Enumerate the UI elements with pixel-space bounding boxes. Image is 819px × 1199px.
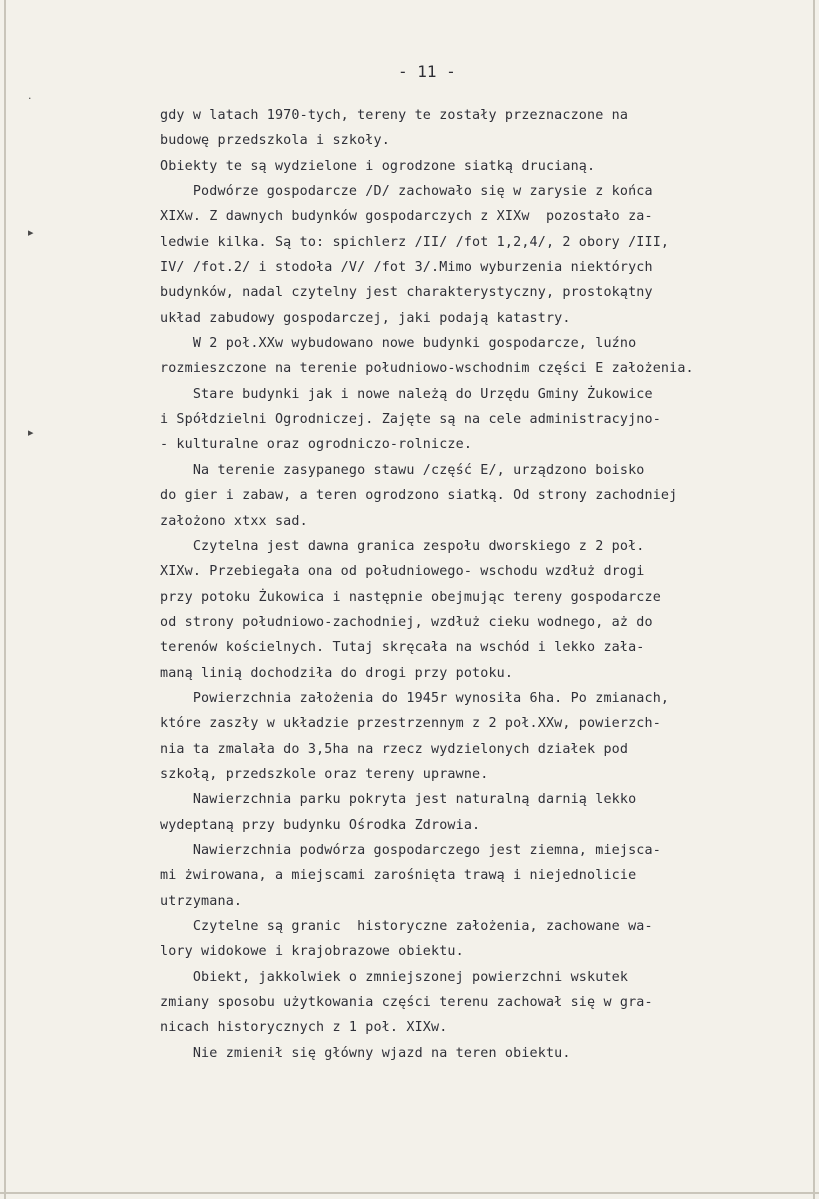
text-line: przy potoku Żukowica i następnie obejmując tereny gospodarcze: [160, 589, 661, 605]
text-line: wydeptaną przy budynku Ośrodka Zdrowia.: [160, 817, 481, 833]
text-line: Stare budynki jak i nowe należą do Urzędu Gminy Żukowice: [160, 386, 653, 402]
text-line: Czytelne są granic historyczne założenia, zachowane wa-: [160, 919, 653, 934]
page-left-edge: [4, 0, 6, 1199]
text-line: nicach historycznych z 1 poł. XIXw.: [160, 1020, 448, 1036]
page-right-edge: [813, 0, 815, 1199]
text-line: i Spółdzielni Ogrodniczej. Zajęte są na cele administracyjno-: [160, 412, 661, 428]
text-line: maną linią dochodziła do drogi przy potoku.: [160, 665, 514, 681]
text-line: szkołą, przedszkole oraz tereny uprawne.: [160, 766, 489, 782]
page-number: - 11 -: [398, 62, 456, 81]
text-line: Nawierzchnia podwórza gospodarczego jest ziemna, miejsca-: [160, 842, 661, 858]
text-line: - kulturalne oraz ogrodniczo-rolnicze.: [160, 437, 473, 453]
text-line: IV/ /fot.2/ i stodoła /V/ /fot 3/.Mimo wyburzenia niektórych: [160, 260, 653, 276]
text-line: Na terenie zasypanego stawu /część E/, urządzono boisko: [160, 462, 645, 478]
text-line: do gier i zabaw, a teren ogrodzono siatką. Od strony zachodniej: [160, 488, 678, 504]
text-line: które zaszły w układzie przestrzennym z 2 poł.XXw, powierzch-: [160, 716, 661, 732]
text-line: lory widokowe i krajobrazowe obiektu.: [160, 944, 464, 960]
text-line: XIXw. Przebiegała ona od południowego- wschodu wzdłuż drogi: [160, 564, 645, 580]
punch-mark: ·: [28, 92, 32, 105]
text-line: Obiekty te są wydzielone i ogrodzone siatką drucianą.: [160, 158, 596, 174]
text-line: ledwie kilka. Są to: spichlerz /II/ /fot 1,2,4/, 2 obory /III,: [160, 234, 670, 250]
text-line: zmiany sposobu użytkowania części terenu zachował się w gra-: [160, 995, 653, 1011]
typed-text-body: [160, 103, 810, 1066]
text-line: od strony południowo-zachodniej, wzdłuż cieku wodnego, aż do: [160, 614, 653, 630]
text-line: rozmieszczone na terenie południowo-wschodnim części E założenia.: [160, 361, 694, 377]
text-line: mi żwirowana, a miejscami zarośnięta trawą i niejednolicie: [160, 868, 637, 884]
punch-mark: ▸: [28, 426, 34, 439]
text-line: budynków, nadal czytelny jest charakterystyczny, prostokątny: [160, 285, 653, 301]
text-line: Nawierzchnia parku pokryta jest naturalną darnią lekko: [160, 792, 637, 808]
text-line: Podwórze gospodarcze /D/ zachowało się w zarysie z końca: [160, 184, 653, 200]
text-line: założono xtxx sad.: [160, 513, 308, 529]
text-line: Powierzchnia założenia do 1945r wynosiła 6ha. Po zmianach,: [160, 690, 670, 706]
text-line: nia ta zmalała do 3,5ha na rzecz wydzielonych działek pod: [160, 741, 629, 757]
text-line: terenów kościelnych. Tutaj skręcała na wschód i lekko zała-: [160, 640, 645, 656]
text-line: Obiekt, jakkolwiek o zmniejszonej powierzchni wskutek: [160, 969, 629, 985]
text-line: układ zabudowy gospodarczej, jaki podają katastry.: [160, 310, 571, 326]
text-line: Czytelna jest dawna granica zespołu dworskiego z 2 poł.: [160, 538, 645, 554]
punch-mark: ▸: [28, 226, 34, 239]
text-line: Nie zmienił się główny wjazd na teren obiektu.: [160, 1045, 571, 1061]
text-line: budowę przedszkola i szkoły.: [160, 133, 390, 149]
page-bottom-edge: [0, 1192, 819, 1194]
text-line: W 2 poł.XXw wybudowano nowe budynki gospodarcze, luźno: [160, 336, 637, 352]
text-line: gdy w latach 1970-tych, tereny te zostały przeznaczone na: [160, 108, 629, 123]
text-line: utrzymana.: [160, 893, 243, 909]
text-line: XIXw. Z dawnych budynków gospodarczych z XIXw pozostało za-: [160, 209, 653, 225]
